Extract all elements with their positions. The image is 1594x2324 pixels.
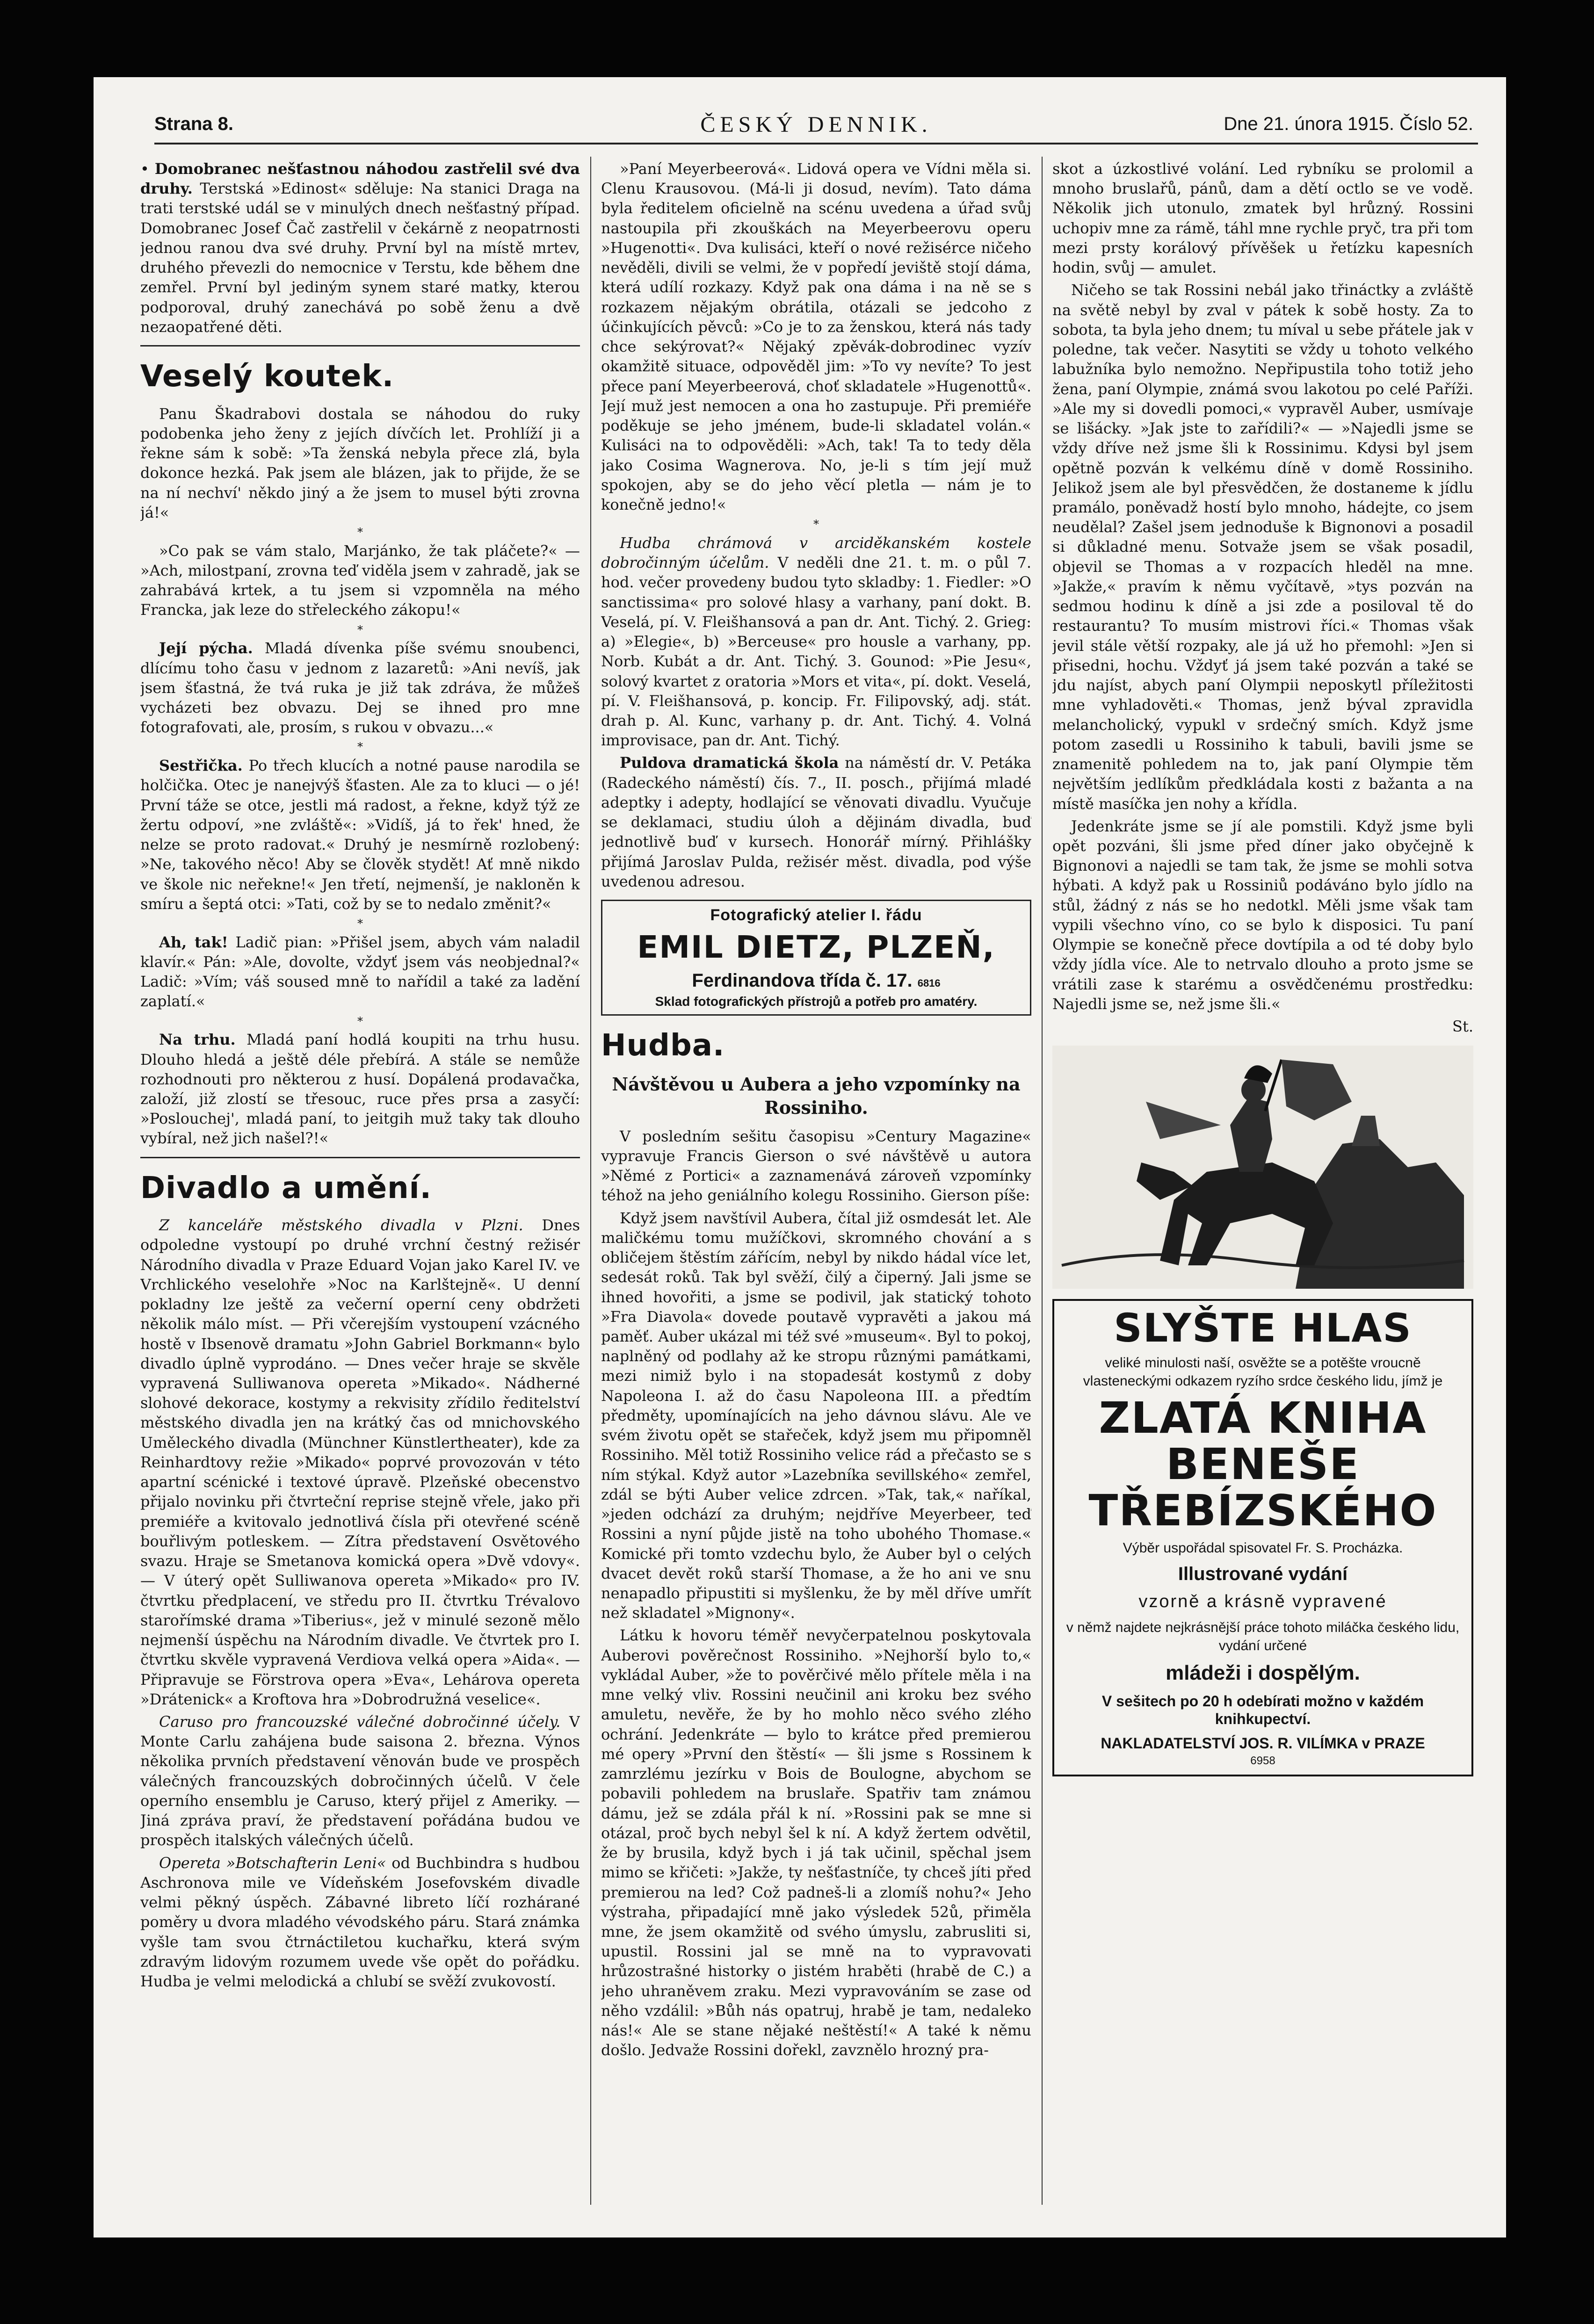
news-body: Terstská »Edinost« sděluje: Na stanici Draga na trati terstské udál se v minulých dnech nešťastný případ. Domobranec Josef Čač zastřelil v čekárně z neopatrnosti jednou ranou dva své druhy. První byl na místě mrtev, druhého převezli do nemocnice v Terstu, kde během dne zemřel. První byl jediným synem staré matky, kterou podporoval, druhý zanechává po sobě ženu a dvě nezaopatřené děti. bbox=[140, 180, 580, 336]
section-heading: Veselý koutek. bbox=[140, 359, 394, 394]
ad-price: V sešitech po 20 h odebírati možno v každém knihkupectví. bbox=[1101, 1692, 1424, 1727]
article-paragraph bbox=[601, 533, 1031, 751]
news-item: • Domobranec nešťastnou náhodou zastřelil své dva druhy. Terstská »Edinost« sděluje: Na stanici Draga na trati terstské udál se v minulých dnech nešťastný případ. Domobranec Josef Čač zastřelil v čekárně z neopatrnosti jednou ranou dva své druhy. První byl na místě mrtev, druhého převezli do nemocnice v Terstu, kde během dne zemřel. První byl jediným synem staré matky, kterou podporoval, druhý zanechává po sobě ženu a dvě nezaopatřené děti. bbox=[140, 160, 580, 336]
item-text: Dnes odpoledne vystoupí po druhé vrchní čestný režisér Národního divadla v Praze Eduard Vojan jako Karel IV. ve Vrchlického veselohře »Noc na Karlštejně«. U denní pokladny lze ještě za večerní operní ceny obdržeti několik málo míst. — Při včerejším vystoupení vzácného hostě v Ibsenově dramatu »John Gabriel Borkmann« bylo divadlo úplně vyprodáno. — Dnes večer hraje se skvěle vypravená Sulliwanova opereta »Mikado«. Nádherné slohové dekorace, kostymy a rekvisity zřídilo ředitelství městského divadla jen na krátký čas od mnichovského Uměleckého divadla (Münchner Künstlertheater), kde za Reinhardtovy režie »Mikado« poprvé provozován v této apartní scénické i textové úpravě. Plzeňské obecenstvo přijalo novinku při čtvrteční reprise stejně vřele, jako při premiéře a kvitovalo jednotlivá čísla při otevřené scéně bouřlivým potleskem. — Zítra představení Osvětového svazu. Hraje se Smetanova komická opera »Dvě vdovy«. — V úterý opět Sulliwanova opereta »Mikado« pro IV. čtvrtku předplacení, ve středu pro II. čtvrtku Trévalovo starořímské drama »Tiberius«, jež v minulé sezoně mělo nejmenší úspěchu na Národním divadle. Ve čtvrtek pro I. čtvrtku skvěle vypravená Verdiova velká opera »Aida«. — Připravuje se Förstrova opera »Eva«, Lehárova opereta »Drátenick« a Kroftova hra »Dobrodružná veselice«. bbox=[140, 1216, 580, 1708]
joke: »Co pak se vám stalo, Marjánko, že tak pláčete?« — »Ach, milostpaní, zrovna teď viděla jsem v zahradě, jak se zahrabává krtek, a tu jsem si vzpomněla na mého Francka, jak leze do střeleckého zákopu!« bbox=[140, 541, 580, 619]
column-3 bbox=[1052, 159, 1473, 2226]
knight-illustration bbox=[1052, 1046, 1473, 1289]
article-paragraph: Když jsem navštívil Aubera, čítal již osmdesát let. Ale maličkému tomu mužíčkovi, skromného chování a s obličejem štěstím zářícím, nebyl by nikdo hádal více let, sedesát roků. Tak byl svěží, čilý a čiperný. Jali jsme se ihned hovořiti, a jsme se podivil, jak statický tohoto »Fra Diavola« dovede poutavě vypravěti a jakou má paměť. Auber ukázal mi též své »museum«. Byl to pokoj, naplněný od podlahy až ke stropu různými památkami, mezi nimiž bylo i na stopadesát kostymů z doby Napoleona I. až do času Napoleona III. a předtím předměty, upomínajících na jeho dávnou slávu. Ale ve svém životu opět se stařeček, když jsem mu připomněl Rossiniho. Měl totiž Rossiniho velice rád a přečasto se s ním stýkal. Když autor »Lazebníka sevillského« zemřel, zdál se býti Auber velice zdrcen. »Tak, tak,« naříkal, »jeden odchází za druhým; nejdříve Meyerbeer, teď Rossini a nyní půjde jistě na toho ubohého Thomase.« Komické při tomto vzdechu bylo, že Auber byl o celých dvacet devět roků starší Thomase, a že ho ani ve snu nenapadlo připustiti si myšlenku, že by měl dříve umřít než skladatel »Mignony«. bbox=[601, 1209, 1031, 1622]
separator-star: * bbox=[357, 740, 363, 754]
section-heading: Divadlo a umění. bbox=[140, 1170, 432, 1205]
item-text: V neděli dne 21. t. m. o půl 7. hod. večer provedeny budou tyto skladby: 1. Fiedler: »O sanctissima« pro solové hlasy a varhany, paní dokt. B. Veselá, pí. V. Fleišhansová a pan dr. Ant. Tichý. 2. Grieg: a) »Elegie«, b) »Berceuse« pro housle a varhany, pp. Norb. Kubát a dr. Ant. Tichý. 3. Gounod: »Pie Jesu«, solový kvartet z oratoria »Mors et vita«, pí. dokt. Veselá, pí. V. Fleišhansová, p. koncip. Fr. Filipovský, adj. stát. drah p. Al. Kunc, varhany p. dr. Ant. Tichý. 4. Volná improvisace, pan dr. Ant. Tichý. bbox=[601, 554, 1031, 750]
joke bbox=[140, 638, 580, 737]
separator-star: * bbox=[357, 623, 363, 636]
newspaper-title: ČESKÝ DENNIK. bbox=[700, 112, 932, 137]
joke-lead: Její pýcha. bbox=[159, 639, 253, 657]
joke: Panu Škadrabovi dostala se náhodou do ruky podobenka jeho ženy z jejích dívčích let. Prohlíží ji a řekne sám k sobě: »Ta ženská nebyla přece zlá, byla dokonce hezká. Pak jsem ale blázen, jak to přijde, že se na ní nechví' někdo jiný a že jsem to musel býti zrovna já!« bbox=[140, 404, 580, 521]
joke-text: Mladá paní hodlá koupiti na trhu husu. Dlouho hledá a ještě déle přebírá. A stále se nemůže rozhodnouti pro některou z husí. Dopálená prodavačka, založí, již zlostí se třesouc, ruce přes prsa a zasyčí: »Poslouchej', mladá paní, to jeitgih muž taky tak dlouho vybíral, než jich našel?!« bbox=[140, 1031, 580, 1148]
page-number: Strana 8. bbox=[154, 114, 233, 134]
article-paragraph: Jedenkráte jsme se jí ale pomstili. Když jsme byli opět pozváni, šli jsme před díner jako obyčejně k Bignonovi a najedli se tam tak, že jsme se mohli sotva hýbati. A když pak u Rossiniů podáváno bylo jídlo na stůl, žádný z nás se ho nedotkl. Měli jsme však tam vypili všechno víno, co se bylo k disposici. Tu paní Olympie se konečně přece dovtípila a od té doby bylo vždy jídla více. Ale to netrvalo dlouho a proto jsme se vrátili zase k starému a osvědčenému prostředku: Najedli jsme se, než jsme šli.« bbox=[1052, 817, 1473, 1013]
page-header bbox=[154, 105, 1478, 144]
ad-text: veliké minulosti naší, osvěžte se a potěšte vroucně vlasteneckými odkazem ryzího srdce českého lidu, jímž je bbox=[1083, 1355, 1443, 1389]
ad-address: Ferdinandova třída č. 17. 6816 bbox=[692, 970, 941, 991]
article-paragraph: »Paní Meyerbeerová«. Lidová opera ve Vídni měla si. Clenu Krausovou. (Má-li ji dosud, nevím). Tato dáma byla ředitelem oficielně na scénu uvedena a úřad svůj nastoupila při zkouškách na Meyerbeerovu operu »Hugenotti«. Dva kulisáci, kteří o nové režisérce ničeho nevěděli, divili se velmi, že v popředí jeviště stojí dáma, která udílí rozkazy. Když pak ona dáma i na ně se s rozkazem nějakým obrátila, otázali se jedcoho z účinkujících pěvců: »Co je to za ženskou, která nás tady chce sekýrovat?« Nějaký zpěvák-dobrodinec vyzív okamžitě situace, odpověděl jim: »To vy nevíte? To jest přece paní Meyerbeerová, choť skladatele »Hugenottů«. Její muž jest nemocen a ona ho zastupuje. Při premiéře poděkuje se jeho jménem, bude-li skladatel volán.« Kulisáci na to odpověděli: »Ach, tak! Ta to tedy děla jako Cosima Wagnerova. No, je-li s tím její muž spokojen, aby se do jeho věcí pletla — nám je to konečně jedno!« bbox=[601, 160, 1031, 513]
ad-editor: Výběr uspořádal spisovatel Fr. S. Procházka. bbox=[1123, 1540, 1403, 1556]
photo-studio-advertisement bbox=[601, 900, 1031, 1016]
issue-date: Dne 21. února 1915. Číslo 52. bbox=[1224, 114, 1473, 134]
article-paragraph: V posledním sešitu časopisu »Century Magazine« vypravuje Francis Gierson o své návštěvě u autora »Němé z Portici« a zaznamenává zároveň vzpomínky téhož na jeho geniálního kolegu Rossiniho. Gierson píše: bbox=[601, 1127, 1031, 1205]
column-rule bbox=[1042, 157, 1043, 2205]
item-text: na náměstí dr. V. Petáka (Radeckého náměstí) čís. 7., II. posch., přijímá mladé adeptky i adepty, hodlající se věnovati divadlu. Vyučuje se deklamaci, studiu úloh a dějinám divadla, buď jednotlivě buď v kursech. Honorář mírný. Přihlášky přijímá Jaroslav Pulda, režisér měst. divadla, pod výše uvedenou adresou. bbox=[601, 754, 1031, 890]
ad-title: Fotografický atelier I. řádu bbox=[710, 906, 922, 924]
joke-lead: Ah, tak! bbox=[159, 933, 228, 951]
joke-lead: Sestřička. bbox=[159, 757, 243, 775]
article-paragraph: Látku k hovoru téměř nevyčerpatelnou poskytovala Auberovi pověrečnost Rossiniho. »Nejhorší bylo to,« vykládal Auber, »že to pověrčivé mělo přítele měla i na mne velký vliv. Rossini neučinil ani kroku bez svého amuletu, nevěře, že by ho mohlo něco svého zlého ochrání. Jedenkráte — bylo to krátce před premierou mé opery »První den štěstí« — šli jsme s Rossinem k zamrzlému jezírku v Bois de Boulogne, abychom se pobavili pohledem na bruslaře. Spatřiv tam známou dámu, jež se zdála přál k ní. »Rossini pak se mne si otázal, proč bych nebyl šel k ní. A když žertem odvětil, že by brusila, když bych i já tak učinil, spěchal jsem mimo se křičeti: »Jakže, ty nešťastníče, ty chceš jíti před premierou na led? Což padneš-li a zlomíš nohu?« Jeho výstraha, připadající mně jako výsledek 52ů, přiměla mne, že jsem okamžitě od svého úmyslu, zabrusliti si, upustil. Rossini jal se mně na to vypravovati hrůzostrašné historky o jistém hraběti (hrabě de C.) a jeho uhraněvem zraku. Mezi vypravováním se zase od něho vzdálil: »Bůh nás opatruj, hrabě je tam, nedaleko nás!« Ale se stane nějaké neštěstí!« A také k němu došlo. Jedvaže Rossini dořekl, zavznělo hrozný pra- bbox=[601, 1626, 1031, 2059]
book-advertisement bbox=[1052, 1299, 1473, 1776]
news-headline: Domobranec nešťastnou náhodou zastřelil své dva druhy. bbox=[140, 160, 580, 198]
joke-text: Po třech klucích a notné pause narodila se holčička. Otec je nanejvýš šťasten. Ale za to kluci — o jé! První táže se otce, jestli má radost, a řekne, když týž ze žertu odpoví, »ne zvláště«: »Vidíš, já to řek' hned, že nelze se proto radovat.« Druhý je nesmírně rozlobený: »Ne, takového něco! Aby se člověk stydět! Ať mně nikdo ve škole nic neřekne!« Jen třetí, nejmenší, je nakloněn k smíru a šeptá otci: »Tati, což by se to nedalo změnit?« bbox=[140, 757, 580, 913]
item-text: od Buchbindra s hudbou Aschronova mile ve Vídeňském Josefovském divadle velmi pěkný úspěch. Zábavné libreto líčí rozhárané poměry u dvora mladého vévodského páru. Stará známka vyšle tam svou čtrnáctiletou kuchařku, která svým zdravým lidovým rozumem uvede vše opět do pořádku. Hudba je velmi melodická a chlubí se svěží zvukovostí. bbox=[140, 1854, 580, 1991]
separator-star: * bbox=[813, 518, 819, 531]
ad-audience: mládeži i dospělým. bbox=[1166, 1661, 1360, 1684]
section-heading: Hudba. bbox=[601, 1028, 725, 1063]
ad-company-name: EMIL DIETZ, PLZEŇ, bbox=[637, 929, 995, 965]
column-1 bbox=[140, 159, 580, 2226]
joke-text: Ladič pian: »Přišel jsem, abych vám naladil klavír.« Pán: »Ale, dovolte, vždyť jsem vás neobjednal?« Ladič: »Vím; váš soused mně to nařídil a také za ladění zaplatí.« bbox=[140, 933, 580, 1010]
separator-star: * bbox=[357, 525, 363, 539]
ad-number: 6816 bbox=[917, 977, 941, 989]
column-2 bbox=[601, 159, 1031, 2226]
theatre-item bbox=[140, 1853, 580, 1992]
author-signature: St. bbox=[1452, 1018, 1473, 1036]
item-lead: Z kanceláře městského divadla v Plzni. bbox=[159, 1216, 523, 1234]
article-paragraph bbox=[601, 753, 1031, 891]
ad-book-title: ZLATÁ KNIHA BENEŠE TŘEBÍZSKÉHO bbox=[1088, 1393, 1437, 1536]
newspaper-page bbox=[94, 77, 1506, 2237]
separator-star: * bbox=[357, 917, 363, 930]
divider bbox=[140, 1157, 580, 1158]
ad-headline: SLYŠTE HLAS bbox=[1114, 1305, 1412, 1351]
joke-lead: Na trhu. bbox=[159, 1031, 236, 1049]
knight-on-horse-icon bbox=[1052, 1046, 1473, 1289]
article-paragraph: Ničeho se tak Rossini nebál jako třináctky a zvláště na světě nebyl by zval v pátek k sobě hosty. Za to sobota, ta byla jeho dnem; tu míval u sebe přátele jak v poledne, tak večer. Nasytiti se vždy u tohoto velkého labužníka bylo nemožno. Nepřipustila toho totiž jeho žena, paní Olympie, známá svou lakotou po celé Paříži. »Ale my si dovedli pomoci,« vypravěl Auber, usmívaje se lišácky. »Jak jste to zařídili?« — »Najedli jsme se vždy dříve než jsme šli k Rossinimu. Kdysi byl jsem opětně pozván k velkému díně v domě Rossiniho. Jelikož jsem ale byl přesvědčen, že dostaneme k jídlu pramálo, poněvadž hostí bylo mnoho, hádejte, co jsem neudělal? Zašel jsem jednoduše k Bignonovi a posadil si důkladné menu. Sotvaže jsem se však posadil, objevil se Thomas a v rozpacích hleděl na mne. »Jakže,« pravím k němu vyčítavě, »tys pozván na sedmou hodinu k díně a jsi zde a posiloval tě do restaurantu? To musím mistrovi říci.« Thomas však jevil stále větší rozpaky, ale já už ho přemohl: »Jen si přisedni, hochu. Vždyť já jsem také pozván a také se jdu najíst, abych paní Olympii neposkytl příležitosti mne vyhladověti.« Thomas, jenž býval zpravidla melancholický, vypukl v srdečný smích. Když jsme potom zasedli u Rossiniho k tabuli, bavili jsme se znamenitě pohledem na to, jak paní Olympie těm největším jedlíkům předkládala kosti z bažanta a na místě masíčka jen nohy a křídla. bbox=[1052, 281, 1473, 813]
joke-text: Mladá dívenka píše svému snoubenci, dlícímu toho času v jednom z lazaretů: »Ani nevíš, jak jsem šťastná, že tvá ruka je již tak zdráva, že můžeš vycházeti bez obvazu. Dej se ihned pro mne fotografovati, ale, prosím, s rukou v obvazu...« bbox=[140, 639, 580, 736]
column-rule bbox=[590, 157, 591, 2205]
item-lead: Hudba chrámová v arciděkanském kostele dobročinným účelům. bbox=[601, 534, 1031, 572]
item-lead: Opereta »Botschafterin Leni« bbox=[159, 1854, 386, 1872]
article-paragraph: skot a úzkostlivé volání. Led rybníku se prolomil a mnoho bruslařů, pánů, dam a dětí octlo se ve vodě. Několik jich utonulo, zmatek byl hrůzný. Rossini uchopiv mne za rámě, táhl mne rychle pryč, tra při tom mezi prsty korálový přívěšek u řetízku kapesních hodin, svůj — amulet. bbox=[1052, 160, 1473, 277]
theatre-item bbox=[140, 1712, 580, 1850]
article-headline: Návštěvou u Aubera a jeho vzpomínky na Rossiniho. bbox=[612, 1074, 1021, 1119]
ad-edition: Illustrované vydání bbox=[1178, 1563, 1348, 1584]
item-text: V Monte Carlu zahájena bude saisona 2. března. Výnos několika prvních představení věnován bude ve prospěch válečných francouzských dobročinných účelů. V čele operního ensemblu je Caruso, který přijel z Ameriky. — Jiná zpráva praví, že představení pořádána budou ve prospěch italských válečných účelů. bbox=[140, 1713, 580, 1849]
divider bbox=[140, 345, 580, 346]
joke bbox=[140, 756, 580, 914]
separator-star: * bbox=[357, 1014, 363, 1028]
ad-tagline: vzorně a krásně vypravené bbox=[1138, 1592, 1387, 1612]
joke bbox=[140, 1030, 580, 1148]
ad-subtitle: Sklad fotografických přístrojů a potřeb pro amatéry. bbox=[655, 994, 978, 1009]
theatre-item bbox=[140, 1215, 580, 1709]
ad-code: 6958 bbox=[1250, 1754, 1275, 1767]
item-lead: Caruso pro francouzské válečné dobročinné účely. bbox=[159, 1713, 561, 1731]
ad-publisher: NAKLADATELSTVÍ JOS. R. VILÍMKA v PRAZE bbox=[1101, 1735, 1425, 1752]
ad-text: v němž najdete nejkrásnější práce tohoto miláčka českého lidu, vydání určené bbox=[1066, 1619, 1460, 1653]
item-lead: Puldova dramatická škola bbox=[620, 754, 839, 772]
joke bbox=[140, 932, 580, 1011]
